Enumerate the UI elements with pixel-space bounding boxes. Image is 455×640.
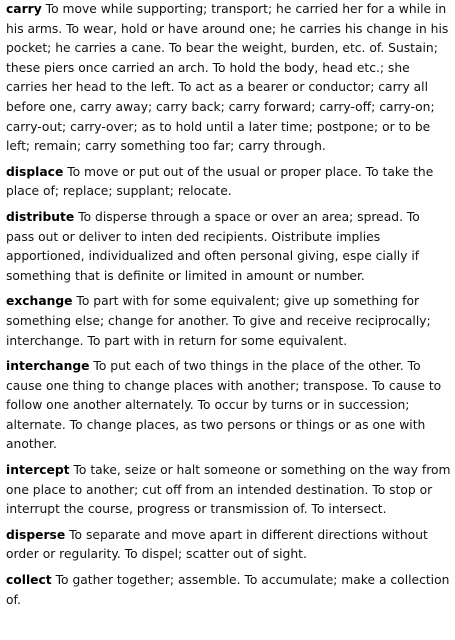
entry-carry: [6, 0, 451, 157]
definition-disperse: To separate and move apart in different directions without order or regularity. To dispel; scatter out of sight.: [6, 527, 428, 562]
term-displace: displace: [6, 164, 64, 179]
term-carry: carry: [6, 2, 42, 16]
entry-interchange: [6, 357, 451, 455]
term-disperse: disperse: [6, 527, 66, 542]
definition-collect: To gather together; assemble. To accumulate; make a collection of.: [6, 573, 450, 607]
definition-distribute: To disperse through a space or over an area; spread. To pass out or deliver to inten ded recipients. Oistribute implies apportioned, individualized and often personal giving, espe cially if something that is definite or limited in amount or number.: [6, 209, 420, 283]
definition-intercept: To take, seize or halt someone or something on the way from one place to another; cut off from an intended destination. To stop or interrupt the course, progress or transmission of. To intersect.: [6, 463, 451, 517]
term-collect: collect: [6, 573, 52, 588]
entry-displace: [6, 163, 451, 202]
term-exchange: exchange: [6, 294, 73, 309]
glossary-page: [6, 0, 451, 616]
definition-exchange: To part with for some equivalent; give up something for something else; change for another. To give and receive reciprocally; interchange. To part with in return for some equivalent.: [6, 294, 431, 348]
definition-interchange: To put each of two things in the place of the other. To cause one thing to change places with another; transpose. To cause to follow one another alternately. To occur by turns or in succession; alternate. To change places, as two persons or things or as one with another.: [6, 359, 442, 452]
entry-collect: [6, 571, 451, 610]
definition-carry: To move while supporting; transport; he carried her for a while in his arms. To wear, hold or have around one; he carries his change in his pocket; he carries a cane. To bear the weight, burden, etc. of. Sustain; these piers once carried an arch. To hold the body, head etc.; she carries her head to the left. To act as a bearer or conductor; carry all before one, carry away; carry back; carry forward; carry-off; carry-on; carry-out; carry-over; as to hold until a later time; postpone; or to be left; remain; carry something too far; carry through.: [6, 2, 449, 154]
term-interchange: interchange: [6, 359, 90, 374]
entry-disperse: [6, 526, 451, 565]
entry-exchange: [6, 292, 451, 351]
definition-displace: To move or put out of the usual or proper place. To take the place of; replace; supplant; relocate.: [6, 164, 434, 199]
entry-intercept: [6, 461, 451, 520]
term-distribute: distribute: [6, 209, 75, 224]
entry-distribute: [6, 208, 451, 286]
term-intercept: intercept: [6, 463, 70, 478]
